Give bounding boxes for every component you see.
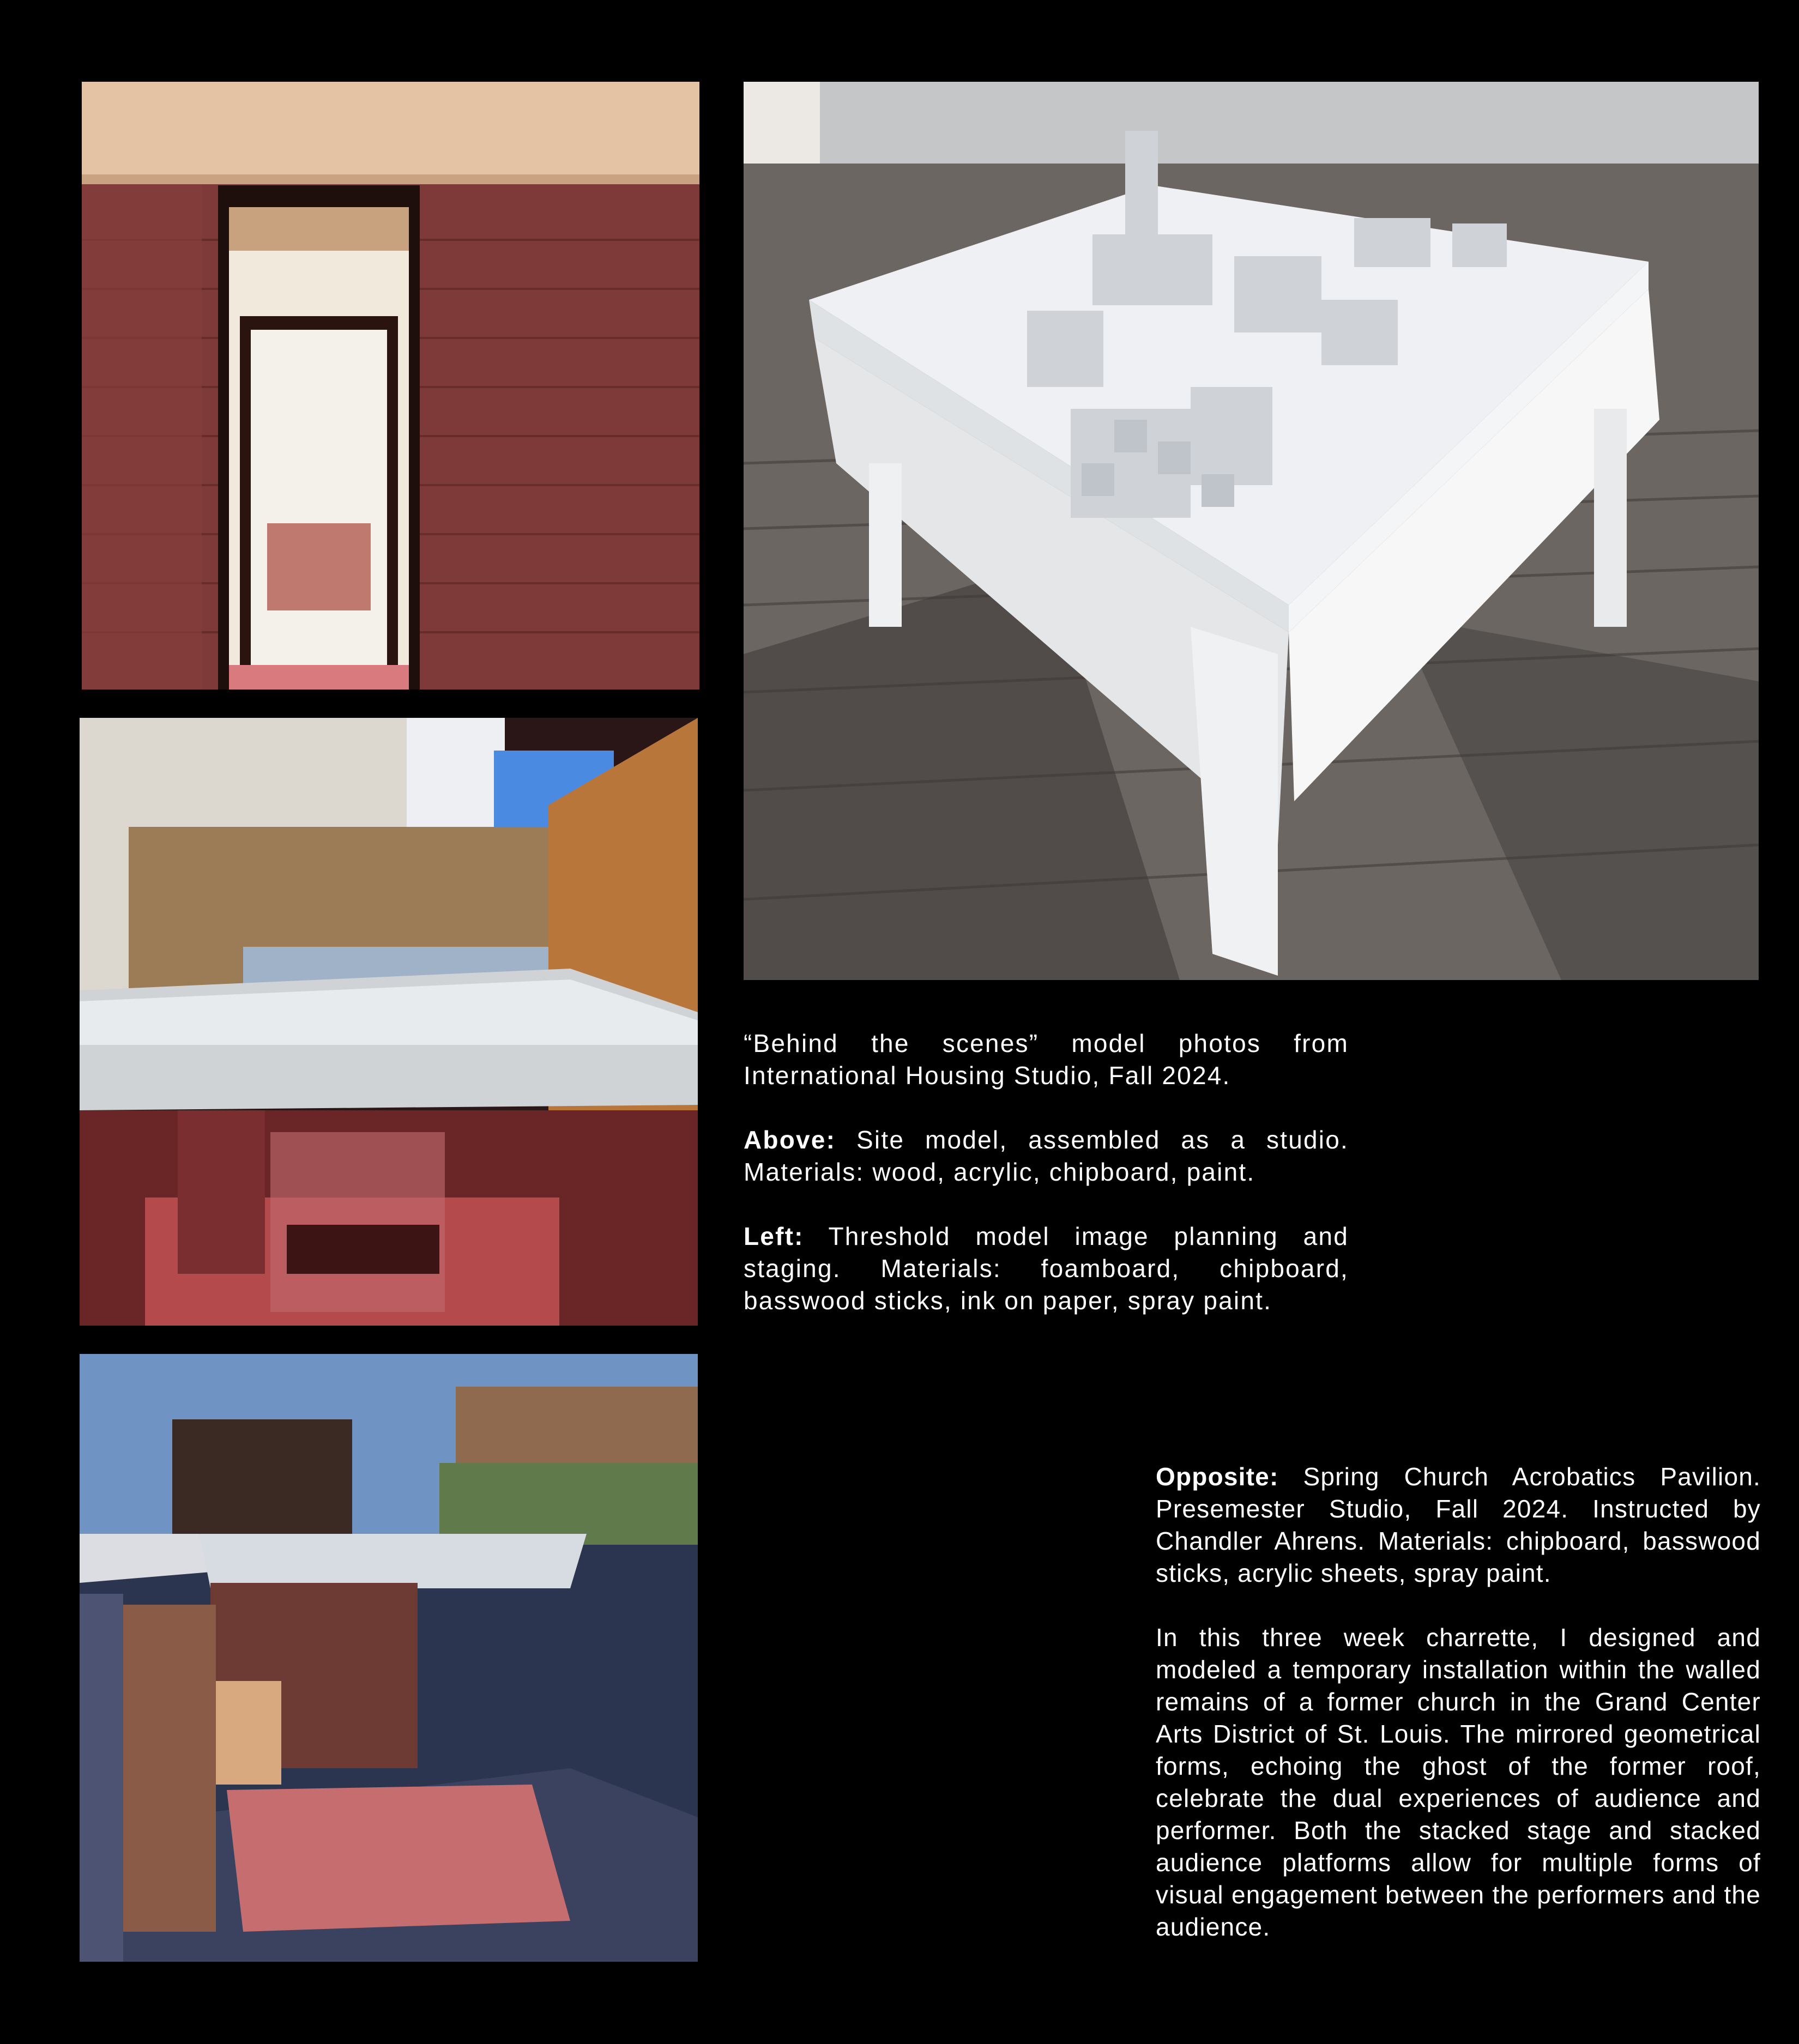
left-label: Left: — [744, 1222, 804, 1250]
opposite-paragraph — [1156, 1461, 1761, 1589]
behind-the-scenes-caption — [744, 1027, 1349, 1317]
threshold-door-model-photo — [82, 82, 699, 690]
pavilion-model-photo-illustration — [80, 1354, 698, 1962]
opposite-text: Spring Church Acrobatics Pavilion. Presemester Studio, Fall 2024. Instructed by Chandler Ahrens. Materials: chipboard, basswood sticks, acrylic sheets, spray paint. — [1156, 1462, 1761, 1587]
opposite-label: Opposite: — [1156, 1462, 1279, 1491]
above-label: Above: — [744, 1126, 836, 1154]
above-paragraph — [744, 1124, 1349, 1188]
pavilion-model-photo — [80, 1354, 698, 1962]
threshold-staging-model-photo-illustration — [80, 718, 698, 1326]
opposite-caption — [1156, 1461, 1761, 1943]
left-text: Threshold model image planning and staging. Materials: foamboard, chipboard, basswood sticks, ink on paper, spray paint. — [744, 1222, 1349, 1315]
above-text: Site model, assembled as a studio. Materials: wood, acrylic, chipboard, paint. — [744, 1126, 1349, 1186]
left-paragraph — [744, 1220, 1349, 1317]
intro-paragraph: “Behind the scenes” model photos from International Housing Studio, Fall 2024. — [744, 1029, 1349, 1090]
site-model-photo — [744, 82, 1759, 980]
charrette-description: In this three week charrette, I designed and modeled a temporary installation within the walled remains of a former church in the Grand Center Arts District of St. Louis. The mirrored geometrical forms, echoing the ghost of the former roof, celebrate the dual experiences of audience and performer. Both the stacked stage and stacked audience platforms allow for multiple forms of visual engagement between the performers and the audience. — [1156, 1623, 1761, 1941]
threshold-staging-model-photo — [80, 718, 698, 1326]
site-model-photo-illustration — [744, 82, 1759, 980]
threshold-door-model-photo-illustration — [82, 82, 699, 690]
